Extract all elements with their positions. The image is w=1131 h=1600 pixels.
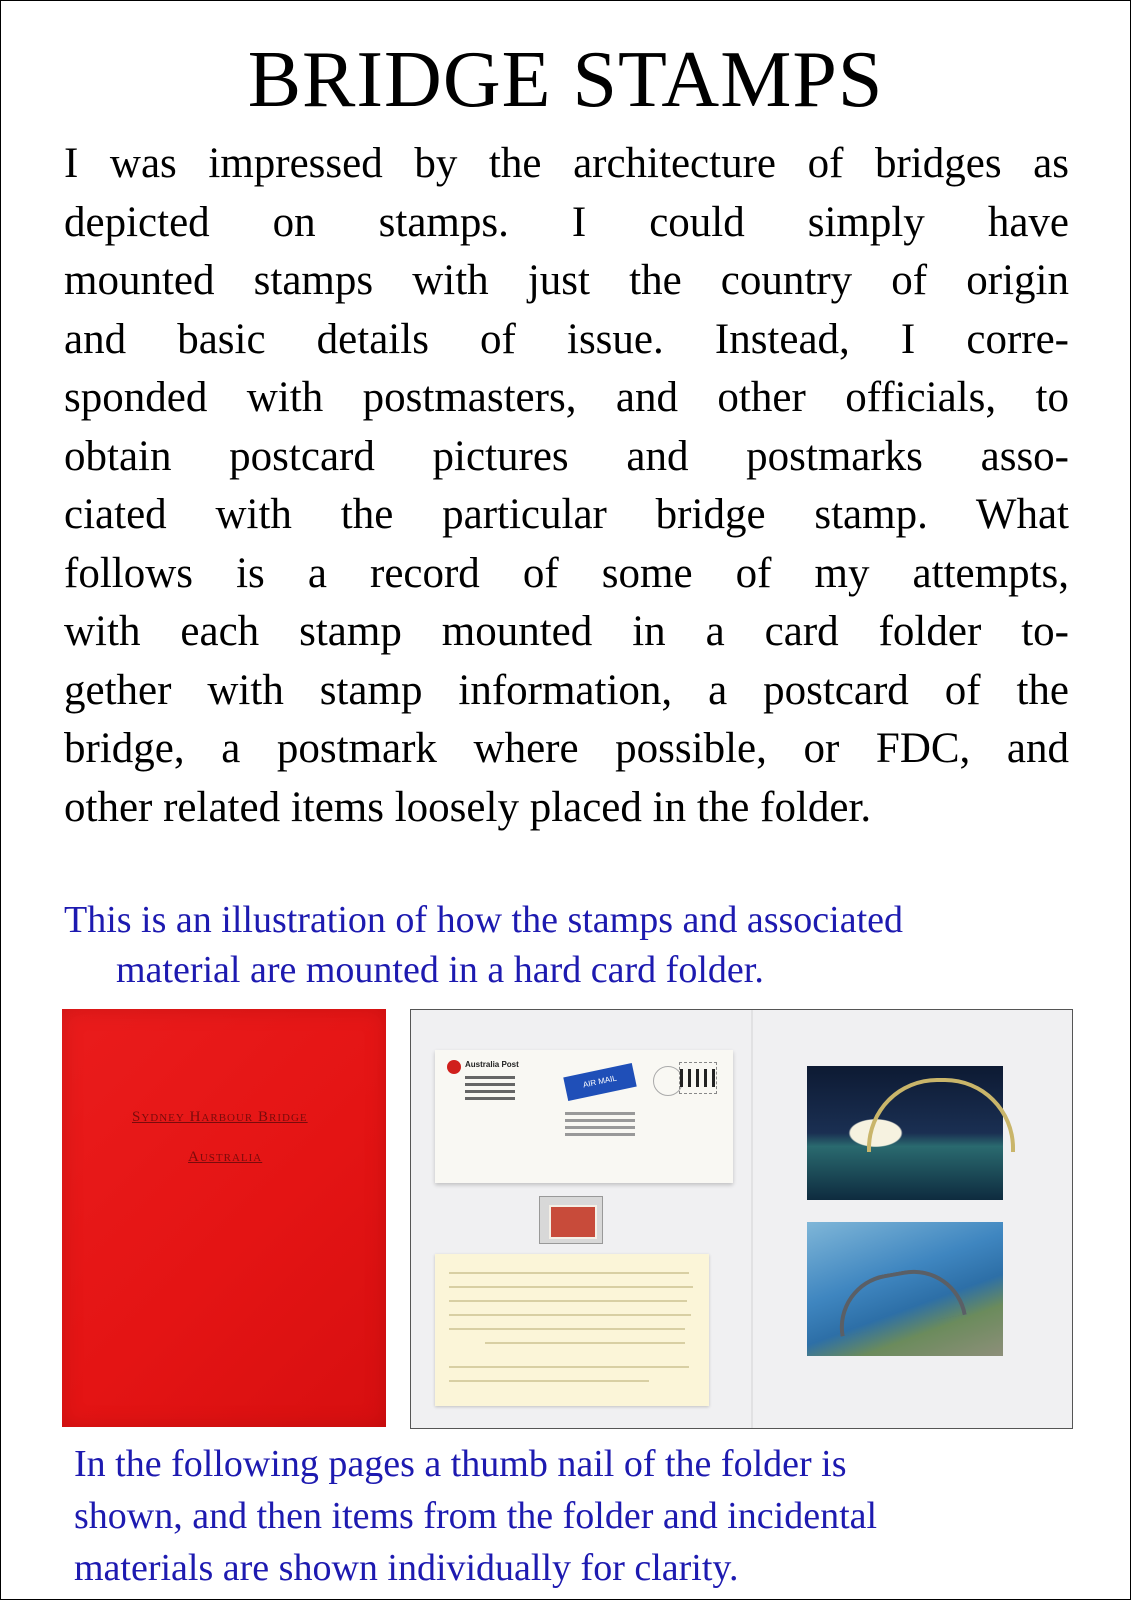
postcard-aerial-photo	[807, 1222, 1003, 1356]
open-folder-photo	[410, 1009, 1073, 1429]
intro-line: gether with stamp information, a postcard of the	[64, 666, 1069, 714]
folder-country-text: Australia	[188, 1149, 263, 1165]
folder-fold	[751, 1010, 753, 1428]
folder-cover-photo	[62, 1009, 386, 1427]
intro-line: sponded with postmasters, and other officials, to	[64, 374, 1069, 421]
intro-line: and basic details of issue. Instead, I corre-	[64, 315, 1069, 363]
caption-line: material are mounted in a hard card folder.	[116, 949, 764, 991]
intro-line: with each stamp mounted in a card folder to-	[64, 608, 1069, 655]
intro-line: ciated with the particular bridge stamp. What	[64, 491, 1069, 538]
folder-title-text: Sydney Harbour Bridge	[132, 1109, 308, 1125]
airmail-envelope	[435, 1050, 733, 1183]
official-mail-stamp	[679, 1062, 717, 1094]
caption-following-pages	[74, 1438, 1084, 1594]
envelope-brand: Australia Post	[465, 1060, 519, 1069]
caption-line: materials are shown individually for clarity.	[74, 1547, 739, 1589]
intro-line: mounted stamps with just the country of origin	[64, 257, 1069, 304]
australia-post-logo-icon	[447, 1060, 461, 1074]
intro-line: follows is a record of some of my attempts,	[64, 549, 1069, 597]
caption-line: shown, and then items from the folder and incidental	[74, 1495, 878, 1537]
airmail-label: AIR MAIL	[563, 1063, 636, 1101]
caption-line: In the following pages a thumb nail of the folder is	[74, 1443, 847, 1485]
bridge-arch-icon	[867, 1078, 1015, 1152]
sender-address	[465, 1076, 515, 1104]
caption-illustration	[64, 895, 1074, 995]
mounted-stamp	[539, 1196, 603, 1244]
page-title: BRIDGE STAMPS	[247, 36, 884, 124]
intro-line: I was impressed by the architecture of bridges as	[64, 140, 1069, 187]
caption-line: This is an illustration of how the stamps and associated	[64, 899, 904, 941]
intro-line: obtain postcard pictures and postmarks asso-	[64, 432, 1069, 480]
intro-paragraph	[64, 135, 1069, 837]
intro-line: other related items loosely placed in the folder.	[64, 783, 872, 831]
handwritten-info-card	[435, 1254, 709, 1406]
bridge-arch-icon	[831, 1261, 966, 1336]
intro-line: bridge, a postmark where possible, or FDC, and	[64, 725, 1069, 772]
intro-line: depicted on stamps. I could simply have	[64, 198, 1069, 246]
bridge-stamp-icon	[549, 1205, 597, 1239]
postcard-night-photo	[807, 1066, 1003, 1200]
recipient-address	[565, 1112, 635, 1140]
